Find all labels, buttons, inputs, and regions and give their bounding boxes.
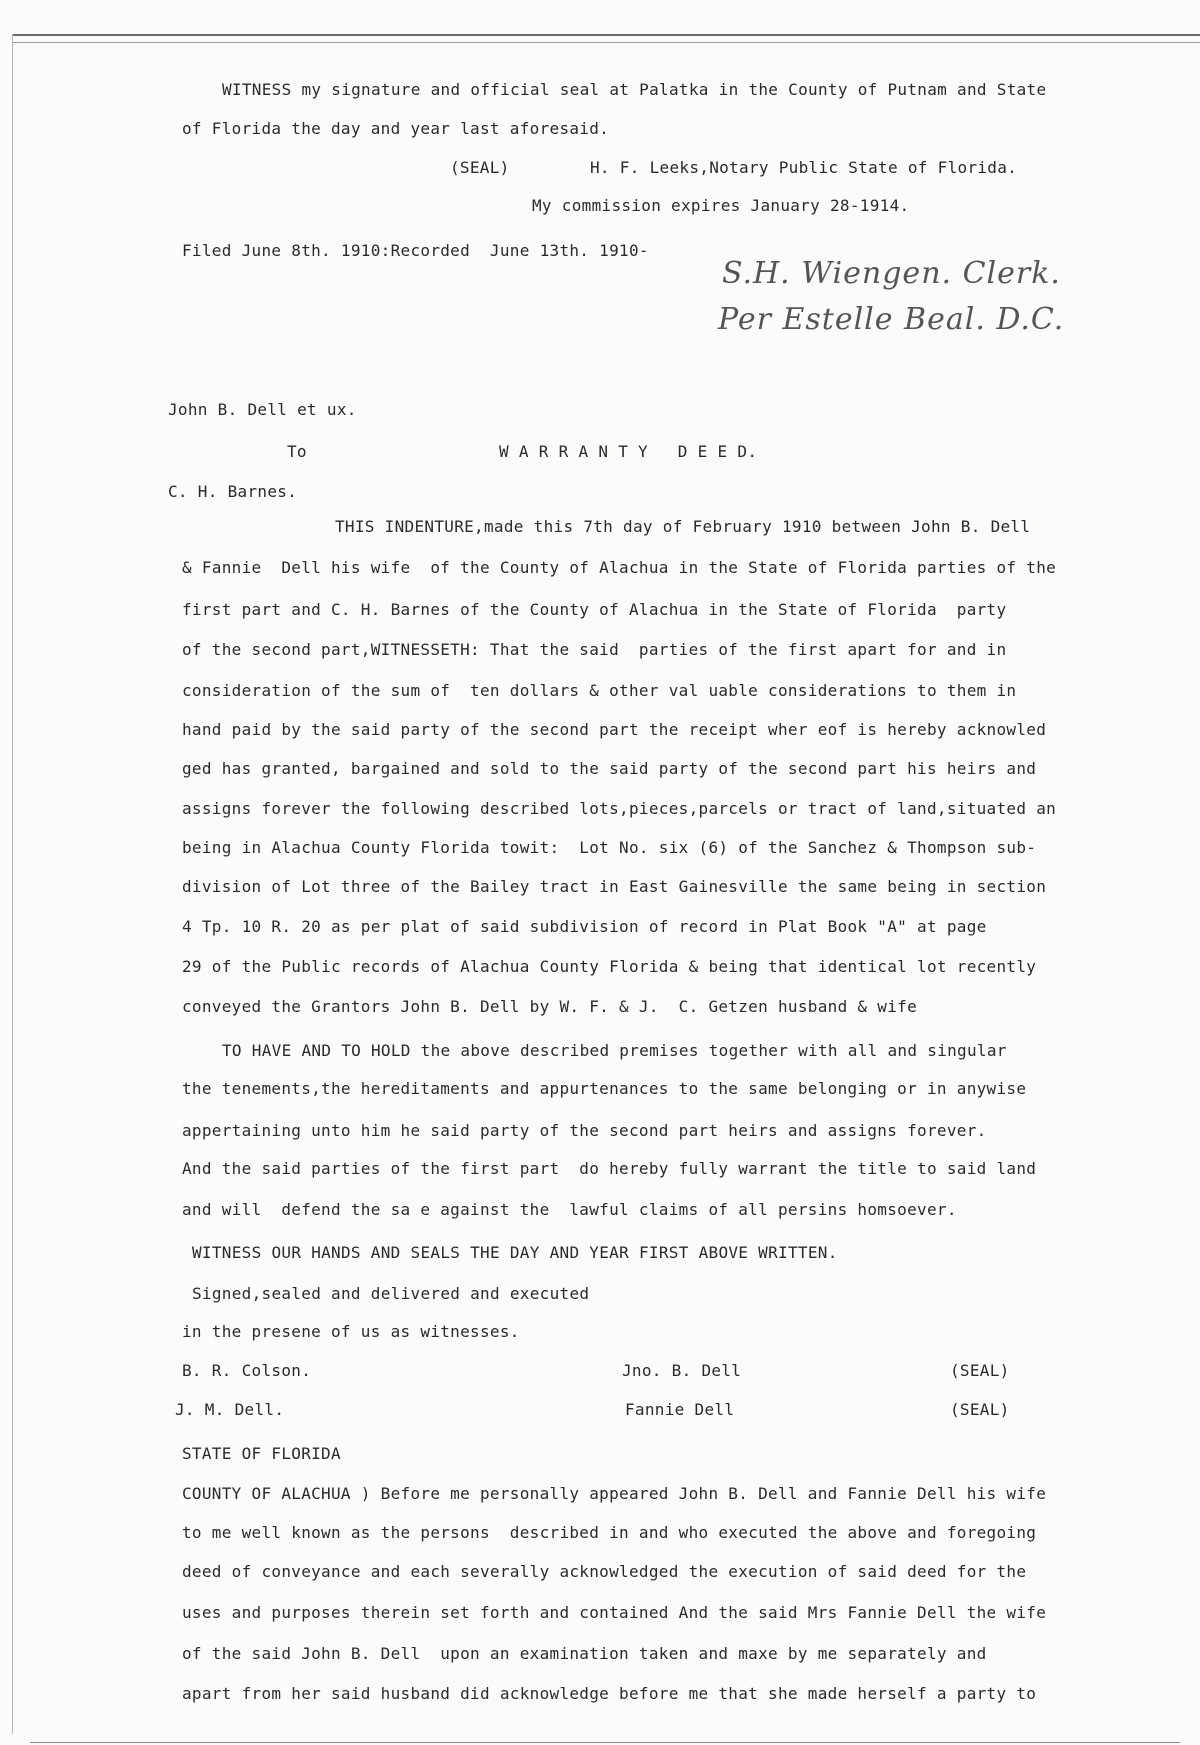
text-line: 4 Tp. 10 R. 20 as per plat of said subdivision of record in Plat Book "A" at page: [182, 917, 987, 936]
notary-signature-line: H. F. Leeks,Notary Public State of Florida.: [590, 158, 1018, 177]
grantor-heading: John B. Dell et ux.: [168, 400, 357, 419]
text-line: COUNTY OF ALACHUA ) Before me personally appeared John B. Dell and Fannie Dell his wife: [182, 1484, 1047, 1503]
text-line: of the said John B. Dell upon an examination taken and maxe by me separately and: [182, 1644, 987, 1663]
clerk-signature: S.H. Wiengen. Clerk.: [722, 256, 1061, 291]
text-line: WITNESS my signature and official seal at Palatka in the County of Putnam and State: [222, 80, 1047, 99]
text-line: assigns forever the following described lots,pieces,parcels or tract of land,situated an: [182, 799, 1057, 818]
text-line: appertaining unto him he said party of the second part heirs and assigns forever.: [182, 1121, 987, 1140]
text-line: and will defend the sa e against the lawful claims of all persins homsoever.: [182, 1200, 957, 1219]
page-top-border-inner: [12, 42, 1200, 43]
text-line: apart from her said husband did acknowledge before me that she made herself a party to: [182, 1684, 1037, 1703]
text-line: hand paid by the said party of the second part the receipt wher eof is hereby acknowled: [182, 720, 1047, 739]
text-line: Signed,sealed and delivered and executed: [192, 1284, 590, 1303]
grantor-signature: Fannie Dell: [625, 1400, 735, 1419]
seal-label: (SEAL): [950, 1361, 1010, 1380]
to-label: To: [287, 442, 307, 461]
commission-line: My commission expires January 28-1914.: [532, 196, 910, 215]
seal-label: (SEAL): [950, 1400, 1010, 1419]
document-title: W A R R A N T Y D E E D.: [499, 442, 758, 461]
filed-recorded-line: Filed June 8th. 1910:Recorded June 13th. 1910-: [182, 241, 649, 260]
page-bottom-border: [30, 1742, 1180, 1743]
text-line: being in Alachua County Florida towit: Lot No. six (6) of the Sanchez & Thompson sub-: [182, 838, 1037, 857]
text-line: THIS INDENTURE,made this 7th day of February 1910 between John B. Dell: [335, 517, 1031, 536]
text-line: uses and purposes therein set forth and contained And the said Mrs Fannie Dell the wife: [182, 1603, 1047, 1622]
text-line: ged has granted, bargained and sold to the said party of the second part his heirs and: [182, 759, 1037, 778]
text-line: of the second part,WITNESSETH: That the said parties of the first apart for and in: [182, 640, 1007, 659]
text-line: the tenements,the hereditaments and appurtenances to the same belonging or in anywise: [182, 1079, 1027, 1098]
deputy-clerk-signature: Per Estelle Beal. D.C.: [718, 302, 1065, 337]
text-line: deed of conveyance and each severally acknowledged the execution of said deed for the: [182, 1562, 1027, 1581]
page-left-border: [12, 34, 13, 1734]
grantee-heading: C. H. Barnes.: [168, 482, 298, 501]
text-line: division of Lot three of the Bailey tract in East Gainesville the same being in section: [182, 877, 1047, 896]
text-line: & Fannie Dell his wife of the County of Alachua in the State of Florida parties of the: [182, 558, 1057, 577]
text-line: of Florida the day and year last aforesaid.: [182, 119, 610, 138]
text-line: first part and C. H. Barnes of the County of Alachua in the State of Florida party: [182, 600, 1007, 619]
text-line: And the said parties of the first part do hereby fully warrant the title to said land: [182, 1159, 1037, 1178]
text-line: in the presene of us as witnesses.: [182, 1322, 520, 1341]
text-line: WITNESS OUR HANDS AND SEALS THE DAY AND YEAR FIRST ABOVE WRITTEN.: [192, 1243, 838, 1262]
page-top-border: [12, 34, 1200, 36]
grantor-signature: Jno. B. Dell: [622, 1361, 742, 1380]
witness-name: B. R. Colson.: [182, 1361, 312, 1380]
seal-label: (SEAL): [450, 158, 510, 177]
text-line: conveyed the Grantors John B. Dell by W. F. & J. C. Getzen husband & wife: [182, 997, 918, 1016]
text-line: TO HAVE AND TO HOLD the above described premises together with all and singular: [222, 1041, 1007, 1060]
witness-name: J. M. Dell.: [175, 1400, 285, 1419]
text-line: to me well known as the persons described in and who executed the above and foregoing: [182, 1523, 1037, 1542]
text-line: consideration of the sum of ten dollars & other val uable considerations to them in: [182, 681, 1017, 700]
text-line: 29 of the Public records of Alachua County Florida & being that identical lot recently: [182, 957, 1037, 976]
venue-state: STATE OF FLORIDA: [182, 1444, 341, 1463]
